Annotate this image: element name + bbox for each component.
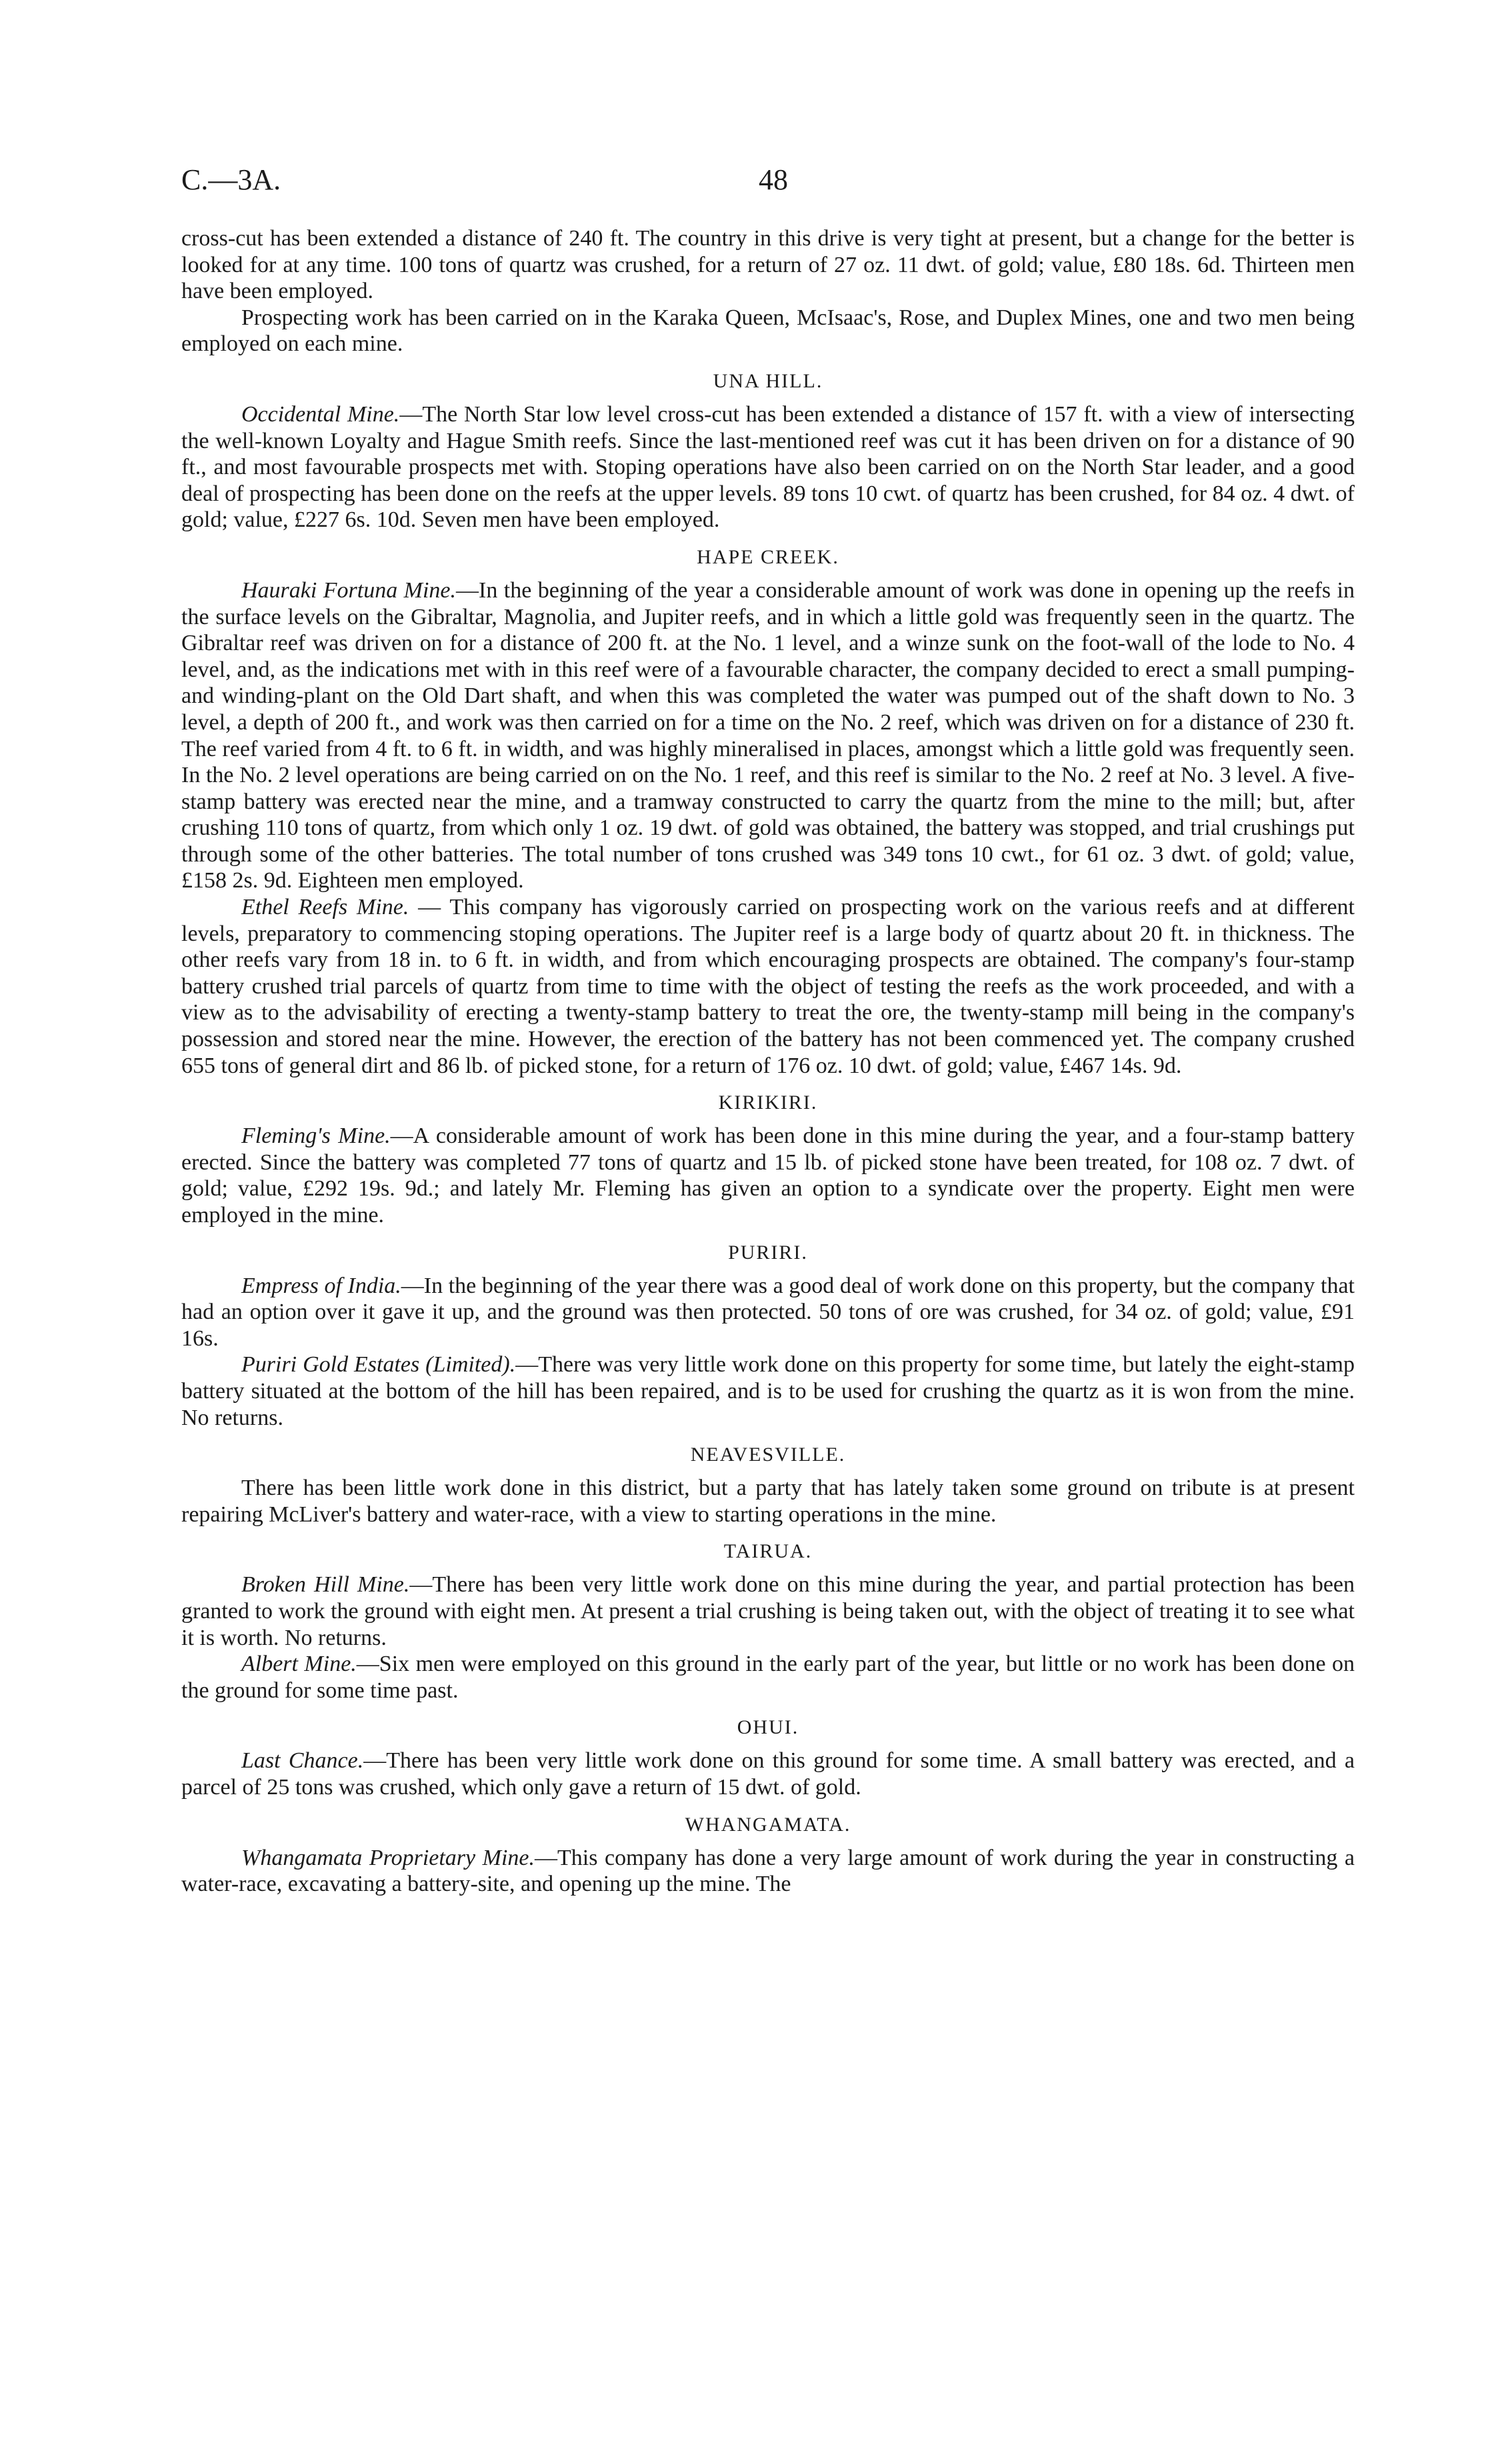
paragraph-text: cross-cut has been extended a distance of 240 ft. The country in this drive is very tight at present, but a change for the better is looked for at any time. 100 tons of quartz was crushed, for a return of 27 oz. 11 dwt. of gold; value, £80 18s. 6d. Thirteen men have been employed. xyxy=(181,226,1355,304)
mine-name: Occidental Mine. xyxy=(241,401,400,427)
mine-name: Broken Hill Mine. xyxy=(241,1572,410,1598)
section-heading-puriri: PURIRI. xyxy=(728,1241,808,1264)
mine-name: Albert Mine. xyxy=(241,1652,357,1677)
paragraph xyxy=(181,225,1355,305)
paragraph-text: — This company has vigorously carried on prospecting work on the various reefs and at different levels, preparatory to commencing stoping operations. The Jupiter reef is a large body of quartz about 20 ft. in thickness. The other reefs vary from 18 in. to 6 ft. in width, and from which encouraging prospects are obtained. The company's four-stamp battery crushed trial parcels of quartz from time to time with the object of testing the reefs as the work proceeded, and with a view as to the advisability of erecting a twenty-stamp battery to treat the ore, the twenty-stamp mill being in the company's possession and stored near the mine. However, the erection of the battery has not been commenced yet. The company crushed 655 tons of general dirt and 86 lb. of picked stone, for a return of 176 oz. 10 dwt. of gold; value, £467 14s. 9d. xyxy=(181,895,1355,1078)
mine-name: Last Chance. xyxy=(241,1748,364,1774)
paragraph xyxy=(181,1475,1355,1528)
section-heading-ohui: OHUI. xyxy=(737,1716,799,1739)
paragraph xyxy=(181,1123,1355,1228)
paragraph xyxy=(181,894,1355,1079)
paragraph xyxy=(181,1845,1355,1898)
paragraph-text: Prospecting work has been carried on in the Karaka Queen, McIsaac's, Rose, and Duplex Mines, one and two men being employed on each mine. xyxy=(181,305,1355,357)
paragraph-text: There has been little work done in this district, but a party that has lately taken some ground on tribute is at present repairing McLiver's battery and water-race, with a view to starting operations in the mine. xyxy=(181,1476,1355,1527)
paragraph-text: —There has been very little work done on this mine during the year, and partial protection has been granted to work the ground with eight men. At present a trial crushing is being taken out, with the object of treating it to see what it is worth. No returns. xyxy=(181,1572,1355,1650)
section-heading-tairua: TAIRUA. xyxy=(723,1540,813,1563)
section-heading-neavesville: NEAVESVILLE. xyxy=(690,1444,846,1466)
section-heading-hape-creek: HAPE CREEK. xyxy=(697,545,839,568)
paragraph xyxy=(181,305,1355,357)
paragraph xyxy=(181,1572,1355,1651)
section-heading-kirikiri: KIRIKIRI. xyxy=(718,1091,818,1114)
page-number: 48 xyxy=(759,163,788,196)
paragraph-text: —There has been very little work done on this ground for some time. A small battery was erected, and a parcel of 25 tons was crushed, which only gave a return of 15 dwt. of gold. xyxy=(181,1748,1355,1800)
mine-name: Whangamata Proprietary Mine. xyxy=(241,1845,535,1870)
paragraph xyxy=(181,401,1355,533)
section-heading-una-hill: UNA HILL. xyxy=(713,369,823,392)
document-reference: C.—3A. xyxy=(181,163,281,196)
paragraph-text: —The North Star low level cross-cut has been extended a distance of 157 ft. with a view of intersecting the well-known Loyalty and Hague Smith reefs. Since the last-mentioned reef was cut it has been driven on for a distance of 90 ft., and most favourable prospects met with. Stoping operations have also been carried on on the North Star leader, and a good deal of prospecting has been done on the reefs at the upper levels. 89 tons 10 cwt. of quartz has been crushed, for 84 oz. 4 dwt. of gold; value, £227 6s. 10d. Seven men have been employed. xyxy=(181,401,1355,533)
paragraph xyxy=(181,1352,1355,1431)
paragraph xyxy=(181,577,1355,894)
paragraph xyxy=(181,1651,1355,1704)
page-body xyxy=(181,225,1355,1898)
paragraph xyxy=(181,1748,1355,1800)
mine-name: Fleming's Mine. xyxy=(241,1123,391,1149)
paragraph-text: —In the beginning of the year a considerable amount of work was done in opening up the reefs in the surface levels on the Gibraltar, Magnolia, and Jupiter reefs, and in which a little gold was frequently seen in the quartz. The Gibraltar reef was driven on for a distance of 200 ft. at the No. 1 level, and a winze sunk on the foot-wall of the lode to No. 4 level, and, as the indications met with in this reef were of a favourable character, the company decided to erect a small pumping- and winding-plant on the Old Dart shaft, and when this was completed the water was pumped out of the shaft down to No. 3 level, a depth of 200 ft., and work was then carried on for a time on the No. 2 reef, which was driven on for a distance of 230 ft. The reef varied from 4 ft. to 6 ft. in width, and was highly mineralised in places, amongst which a little gold was frequently seen. In the No. 2 level operations are being carried on on the No. 1 reef, and this reef is similar to the No. 2 reef at No. 3 level. A five-stamp battery was erected near the mine, and a tramway constructed to carry the quartz from the mine to the mill; but, after crushing 110 tons of quartz, from which only 1 oz. 19 dwt. of gold was obtained, the battery was stopped, and trial crushings put through some of the other batteries. The total number of tons crushed was 349 tons 10 cwt., for 61 oz. 3 dwt. of gold; value, £158 2s. 9d. Eighteen men employed. xyxy=(181,577,1355,893)
mine-name: Puriri Gold Estates (Limited). xyxy=(241,1352,516,1378)
mine-name: Ethel Reefs Mine. xyxy=(241,895,409,920)
page-header xyxy=(181,163,1355,209)
mine-name: Hauraki Fortuna Mine. xyxy=(241,577,456,603)
paragraph xyxy=(181,1273,1355,1352)
section-heading-whangamata: WHANGAMATA. xyxy=(685,1813,851,1836)
paragraph-text: —A considerable amount of work has been done in this mine during the year, and a four-stamp battery erected. Since the battery was completed 77 tons of quartz and 15 lb. of picked stone have been treated, for 108 oz. 7 dwt. of gold; value, £292 19s. 9d.; and lately Mr. Fleming has given an option to a syndicate over the property. Eight men were employed in the mine. xyxy=(181,1123,1355,1228)
paragraph-text: —Six men were employed on this ground in the early part of the year, but little or no work has been done on the ground for some time past. xyxy=(181,1652,1355,1703)
paragraph-text: —This company has done a very large amount of work during the year in constructing a water-race, excavating a battery-site, and opening up the mine. The xyxy=(181,1845,1355,1897)
paragraph-text: —In the beginning of the year there was a good deal of work done on this property, but the company that had an option over it gave it up, and the ground was then protected. 50 tons of ore was crushed, for 34 oz. of gold; value, £91 16s. xyxy=(181,1273,1355,1351)
paragraph-text: —There was very little work done on this property for some time, but lately the eight-stamp battery situated at the bottom of the hill has been repaired, and is to be used for crushing the quartz as it is won from the mine. No returns. xyxy=(181,1352,1355,1430)
mine-name: Empress of India. xyxy=(241,1273,401,1298)
